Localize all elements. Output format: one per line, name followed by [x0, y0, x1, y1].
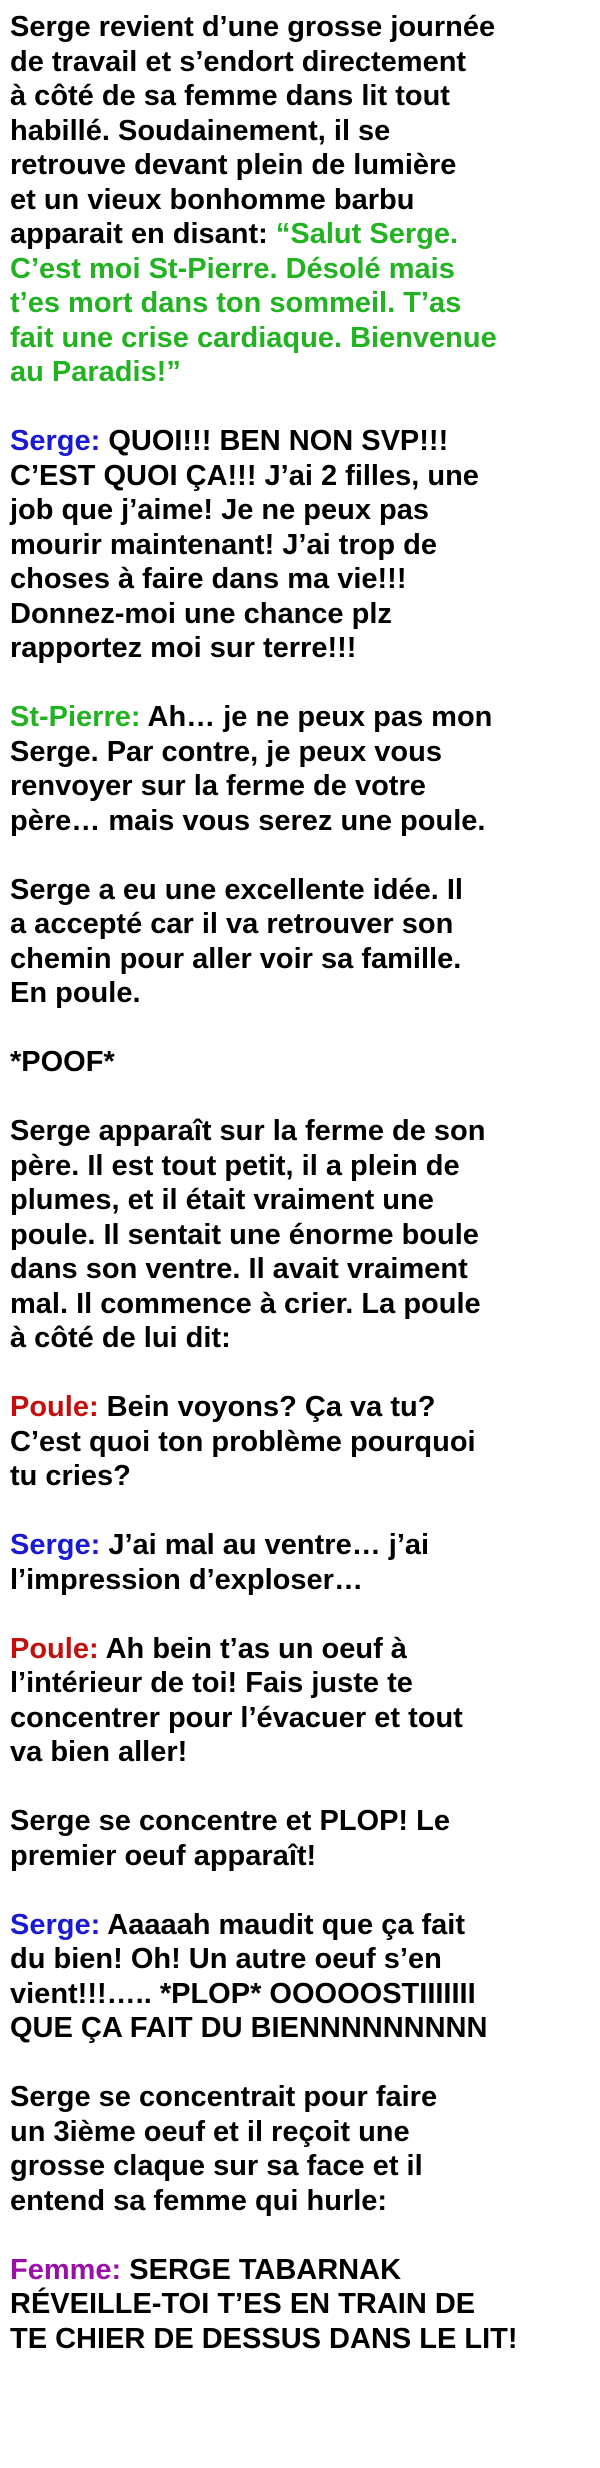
story-paragraph-poof: [10, 1045, 590, 1080]
story-paragraph-farm: [10, 1114, 590, 1356]
speaker-label-st-pierre: St-Pierre:: [10, 701, 141, 733]
narration-text: *POOF*: [10, 1046, 115, 1078]
dialogue-text: Bein voyons? Ça va tu? C’est quoi ton problème pourquoi tu cries?: [10, 1391, 476, 1492]
narration-text: Serge se concentre et PLOP! Le premier oeuf apparaît!: [10, 1805, 450, 1872]
dialogue-st-pierre: [10, 700, 590, 838]
dialogue-serge-2: [10, 1528, 590, 1597]
dialogue-poule-1: [10, 1390, 590, 1494]
dialogue-femme: [10, 2253, 590, 2357]
speaker-label-poule: Poule:: [10, 1391, 99, 1423]
dialogue-text: QUOI!!! BEN NON SVP!!! C’EST QUOI ÇA!!! J’ai 2 filles, une job que j’aime! Je ne peux pas mourir maintenant! J’ai trop de choses à faire dans ma vie!!! Donnez-moi une chance plz rapportez moi sur terre!!!: [10, 425, 479, 664]
dialogue-text: SERGE TABARNAK RÉVEILLE-TOI T’ES EN TRAIN DE TE CHIER DE DESSUS DANS LE LIT!: [10, 2253, 518, 2355]
dialogue-serge-1: [10, 424, 590, 666]
dialogue-serge-3: [10, 1908, 590, 2046]
narration-text: Serge se concentrait pour faire un 3ième oeuf et il reçoit une grosse claque sur sa face et il entend sa femme qui hurle:: [10, 2081, 438, 2217]
speaker-label-serge: Serge:: [10, 1908, 101, 1941]
narration-text: Serge revient d’une grosse journée de travail et s’endort directement à côté de sa femme dans lit tout habillé. Soudainement, il se retrouve devant plein de lumière et un vieux bonhomme barbu apparait en disant:: [10, 11, 496, 250]
speaker-label-femme: Femme:: [10, 2253, 122, 2286]
dialogue-poule-2: [10, 1632, 590, 1770]
narration-text: Serge apparaît sur la ferme de son père. Il est tout petit, il a plein de plumes, et il était vraiment une poule. Il sentait une énorme boule dans son ventre. Il avait vraiment mal. Il commence à crier. La poule à côté de lui dit:: [10, 1115, 486, 1354]
story-paragraph-idea: [10, 873, 590, 1011]
story-paragraph-intro: [10, 10, 590, 390]
dialogue-text: Ah… je ne peux pas mon Serge. Par contre, je peux vous renvoyer sur la ferme de votre père… mais vous serez une poule.: [10, 701, 493, 837]
dialogue-text: Aaaaah maudit que ça fait du bien! Oh! Un autre oeuf s’en vient!!!….. *PLOP* OOOOOSTIIIIIII QUE ÇA FAIT DU BIENNNNNNNNN: [10, 1908, 488, 2044]
speaker-label-poule: Poule:: [10, 1632, 99, 1665]
speaker-label-serge: Serge:: [10, 425, 101, 457]
dialogue-text: J’ai mal au ventre… j’ai l’impression d’exploser…: [10, 1529, 430, 1596]
story-paragraph-slap: [10, 2080, 590, 2218]
speaker-label-serge: Serge:: [10, 1529, 101, 1561]
dialogue-text: Ah bein t’as un oeuf à l’intérieur de toi! Fais juste te concentrer pour l’évacuer et tout va bien aller!: [10, 1632, 463, 1768]
st-pierre-quote: “Salut Serge. C’est moi St-Pierre. Désolé mais t’es mort dans ton sommeil. T’as fait une crise cardiaque. Bienvenue au Paradis!”: [10, 218, 497, 388]
narration-text: Serge a eu une excellente idée. Il a accepté car il va retrouver son chemin pour aller voir sa famille. En poule.: [10, 873, 463, 1009]
story-paragraph-plop: [10, 1804, 590, 1873]
